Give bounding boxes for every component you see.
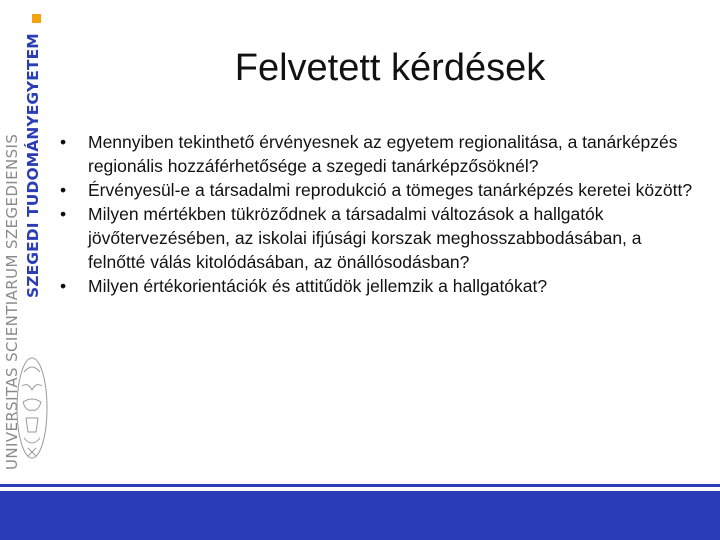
bullet-dot: •	[60, 180, 67, 200]
university-seal-icon	[14, 352, 50, 464]
bullet-dot: •	[60, 204, 67, 224]
bullet-dot: •	[60, 276, 67, 296]
bullet-text: Mennyiben tekinthető érvényesnek az egyetem regionalitása, a tanárképzés regionális hozzáférhetősége a szegedi tanárképzősöknél?	[88, 132, 678, 176]
university-logo	[0, 0, 52, 480]
bullet-text: Milyen mértékben tükröződnek a társadalmi változások a hallgatók jövőtervezésében, az iskolai ifjúsági korszak meghosszabbodásában, a felnőtté válás kitolódásában, az önállósodásban?	[88, 204, 642, 272]
footer-bar	[0, 491, 720, 540]
slide-title: Felvetett kérdések	[234, 47, 546, 89]
bullet-item	[60, 202, 700, 274]
footer-line	[0, 484, 720, 487]
bullet-text: Érvényesül-e a társadalmi reprodukció a tömeges tanárképzés keretei között?	[88, 180, 693, 200]
logo-orange-square	[32, 14, 41, 23]
bullet-dot: •	[60, 132, 67, 152]
bullet-text: Milyen értékorientációk és attitűdök jellemzik a hallgatókat?	[88, 276, 548, 296]
logo-latin-motto: UNIVERSITAS SCIENTIARUM SZEGEDIENSIS	[3, 133, 21, 470]
bullet-list	[60, 130, 700, 298]
bullet-item	[60, 274, 700, 298]
bullet-item	[60, 178, 700, 202]
logo-university-name: SZEGEDI TUDOMÁNYEGYETEM	[24, 33, 42, 298]
bullet-item	[60, 130, 700, 178]
